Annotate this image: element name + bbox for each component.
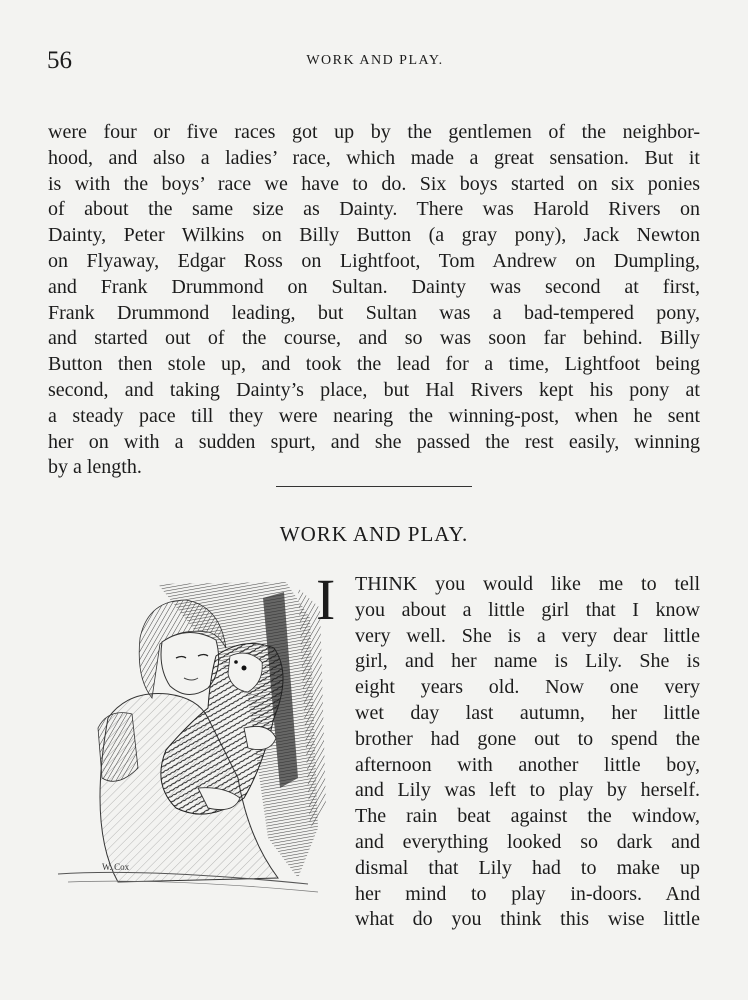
text-line: very well. She is a very dear little — [355, 624, 700, 647]
text-line: and Lily was left to play by herself. — [355, 779, 700, 802]
text-line: dismal that Lily had to make up — [355, 856, 700, 879]
text-line: wet day last autumn, her little — [355, 701, 700, 724]
running-head: WORK AND PLAY. — [306, 53, 444, 68]
story-text — [316, 567, 700, 933]
text-line: her on with a sudden spurt, and she passed the rest easily, winning — [48, 430, 700, 453]
text-line: THINK you would like me to tell — [355, 573, 700, 595]
text-line: The rain beat against the window, — [355, 805, 700, 828]
text-line: afternoon with another little boy, — [355, 753, 700, 776]
text-line: eight years old. Now one very — [355, 676, 700, 699]
illustrator-signature: W. Cox — [102, 862, 130, 872]
text-line: girl, and her name is Lily. She is — [355, 650, 700, 673]
text-line: is with the boys’ race we have to do. Six boys started on six ponies — [48, 172, 700, 195]
text-line: and everything looked so dark and — [355, 830, 700, 853]
section-divider — [276, 486, 472, 487]
text-line: on Flyaway, Edgar Ross on Lightfoot, Tom Andrew on Dumpling, — [48, 249, 700, 272]
text-line: hood, and also a ladies’ race, which made a great sensation. But it — [48, 146, 700, 169]
text-line: Dainty, Peter Wilkins on Billy Button (a gray pony), Jack Newton — [48, 224, 700, 247]
text-line: Frank Drummond leading, but Sultan was a bad-tempered pony, — [48, 301, 700, 324]
text-line: what do you think this wise little — [355, 908, 700, 931]
text-line: Button then stole up, and took the lead for a time, Lightfoot being — [48, 353, 700, 376]
text-line: a steady pace till they were nearing the winning-post, when he sent — [48, 404, 700, 427]
text-line: and started out of the course, and so was soon far behind. Billy — [48, 327, 700, 350]
story-title: WORK AND PLAY. — [279, 522, 469, 546]
drop-cap: I — [316, 567, 336, 632]
text-line: and Frank Drummond on Sultan. Dainty was second at first, — [48, 275, 700, 298]
girl-with-dog-illustration — [48, 578, 330, 898]
text-line: you about a little girl that I know — [355, 598, 700, 621]
text-line: brother had gone out to spend the — [355, 727, 700, 750]
text-line: second, and taking Dainty’s place, but Hal Rivers kept his pony at — [48, 378, 700, 401]
text-line: were four or five races got up by the gentlemen of the neighbor- — [48, 121, 700, 143]
previous-story-text — [48, 120, 700, 481]
text-line: her mind to play in-doors. And — [355, 882, 700, 905]
text-line: of about the same size as Dainty. There was Harold Rivers on — [48, 198, 700, 221]
page-number: 56 — [47, 47, 72, 74]
text-line: by a length. — [48, 456, 142, 479]
